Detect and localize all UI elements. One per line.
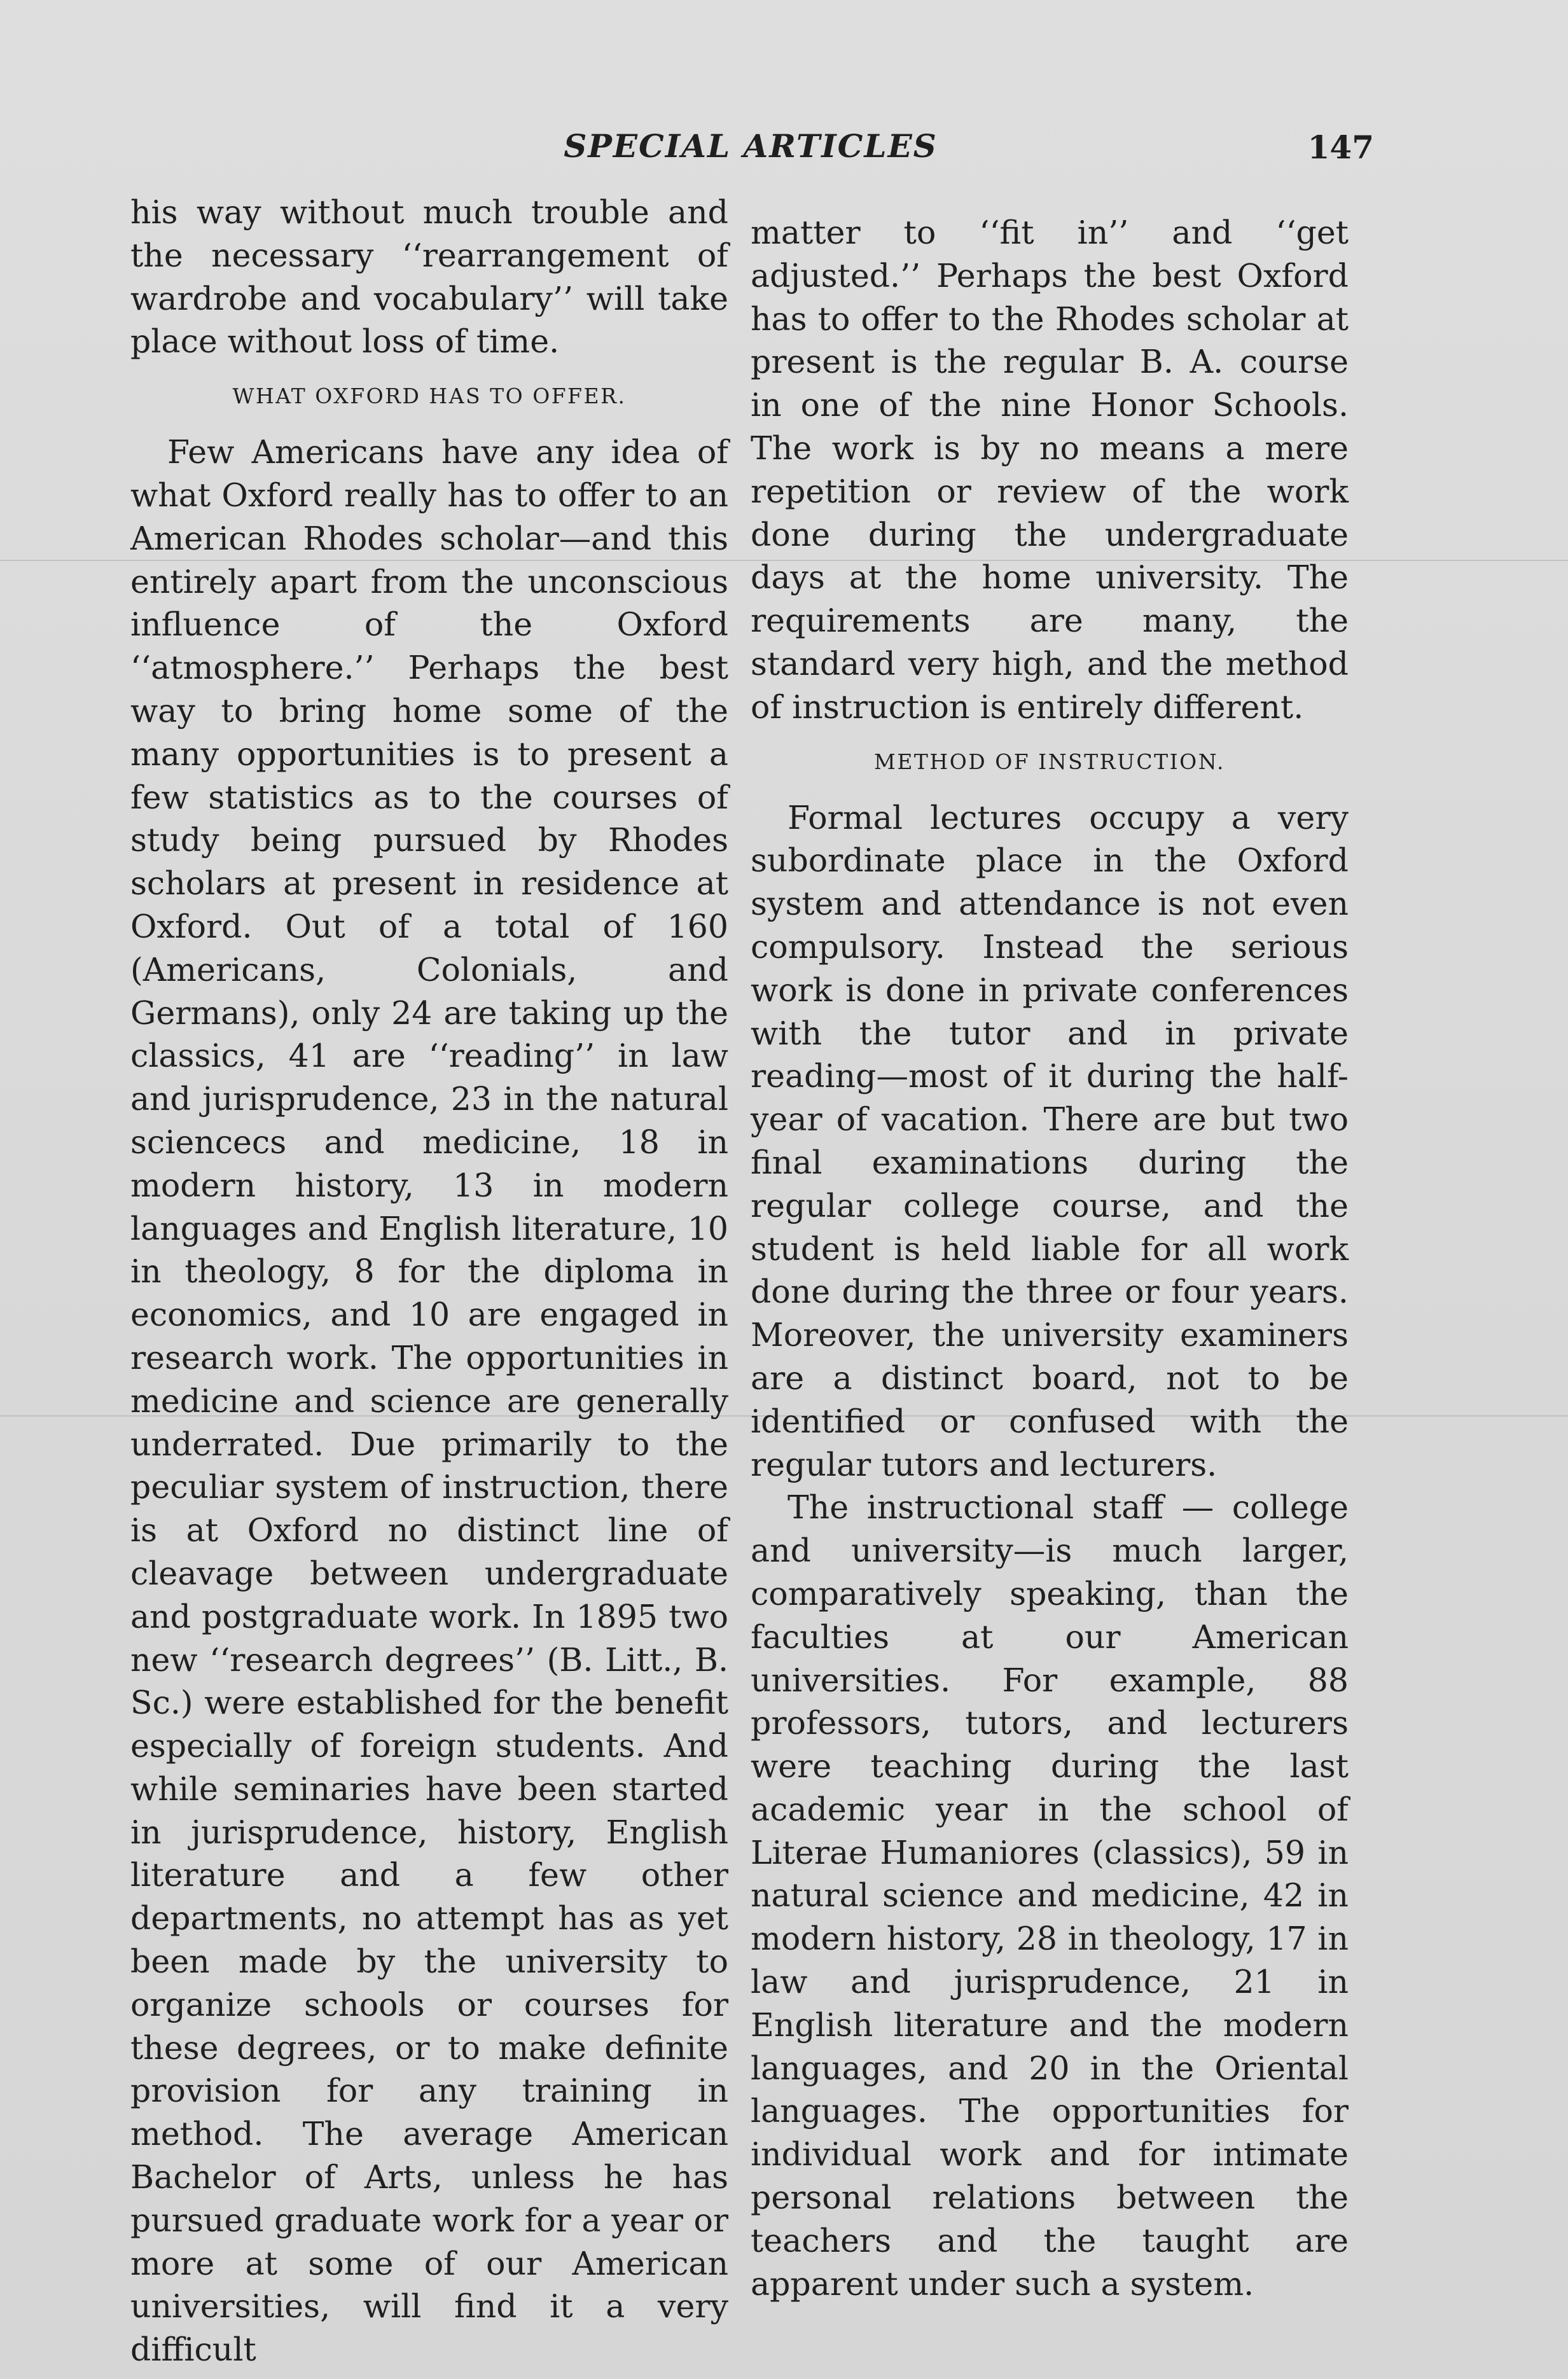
paragraph: matter to ‘‘fit in’’ and ‘‘get adjusted.’’ Perhaps the best Oxford has to offer to the Rhodes scholar at present is the regular B. A. course in one of the nine Honor Schools. The work is by no means a mere repetition or review of the work done during the undergraduate days at the home university. The requirements are many, the standard very high, and the method of instruction is entirely different. <box>751 214 1349 726</box>
section-heading: METHOD OF INSTRUCTION. <box>874 749 1225 774</box>
running-title: SPECIAL ARTICLES <box>564 127 938 165</box>
paragraph: The instructional staff — college and university—is much larger, comparatively speaking, than the faculties at our American universities. For example, 88 professors, tutors, and lecturers were teaching during the last academic year in the school of Literae Humaniores (classics), 59 in natural science and medicine, 42 in modern history, 28 in theology, 17 in law and jurisprudence, 21 in English literature and the modern languages, and 20 in the Oriental languages. The opportunities for individual work and for intimate personal relations between the teachers and the taught are apparent under such a system. <box>751 1488 1349 2303</box>
section-heading: WHAT OXFORD HAS TO OFFER. <box>232 384 627 409</box>
left-column <box>130 191 728 2371</box>
paragraph: Few Americans have any idea of what Oxford really has to offer to an American Rhodes scholar—and this entirely apart from the unconscious influence of the Oxford ‘‘atmosphere.’’ Perhaps the best way to bring home some of the many opportunities is to present a few statistics as to the courses of study being pursued by Rhodes scholars at present in residence at Oxford. Out of a total of 160 (Americans, Colonials, and Germans), only 24 are taking up the classics, 41 are ‘‘reading’’ in law and jurisprudence, 23 in the natural sciencecs and medicine, 18 in modern history, 13 in modern languages and English literature, 10 in theology, 8 for the diploma in economics, and 10 are engaged in research work. The opportunities in medicine and science are generally underrated. Due primarily to the peculiar system of instruction, there is at Oxford no distinct line of cleavage between undergraduate and postgraduate work. In 1895 two new ‘‘research degrees’’ (B. Litt., B. Sc.) were established for the benefit especially of foreign students. And while seminaries have been started in jurisprudence, history, English literature and a few other departments, no attempt has as yet been made by the university to organize schools or courses for these degrees, or to make definite provision for any training in method. The average American Bachelor of Arts, unless he has pursued graduate work for a year or more at some of our American universities, will find it a very difficult <box>130 433 728 2369</box>
right-column <box>751 211 1349 2305</box>
paragraph: his way without much trouble and the necessary ‘‘rearrangement of wardrobe and vocabulary’’ will take place without loss of time. <box>130 193 728 361</box>
paragraph: Formal lectures occupy a very subordinate place in the Oxford system and attendance is not even compulsory. Instead the serious work is done in private conferences with the tutor and in private reading—most of it during the half-year of vacation. There are but two final examinations during the regular college course, and the student is held liable for all work done during the three or four years. Moreover, the university examiners are a distinct board, not to be identified or confused with the regular tutors and lecturers. <box>751 798 1349 1483</box>
page-number: 147 <box>1307 128 1374 166</box>
